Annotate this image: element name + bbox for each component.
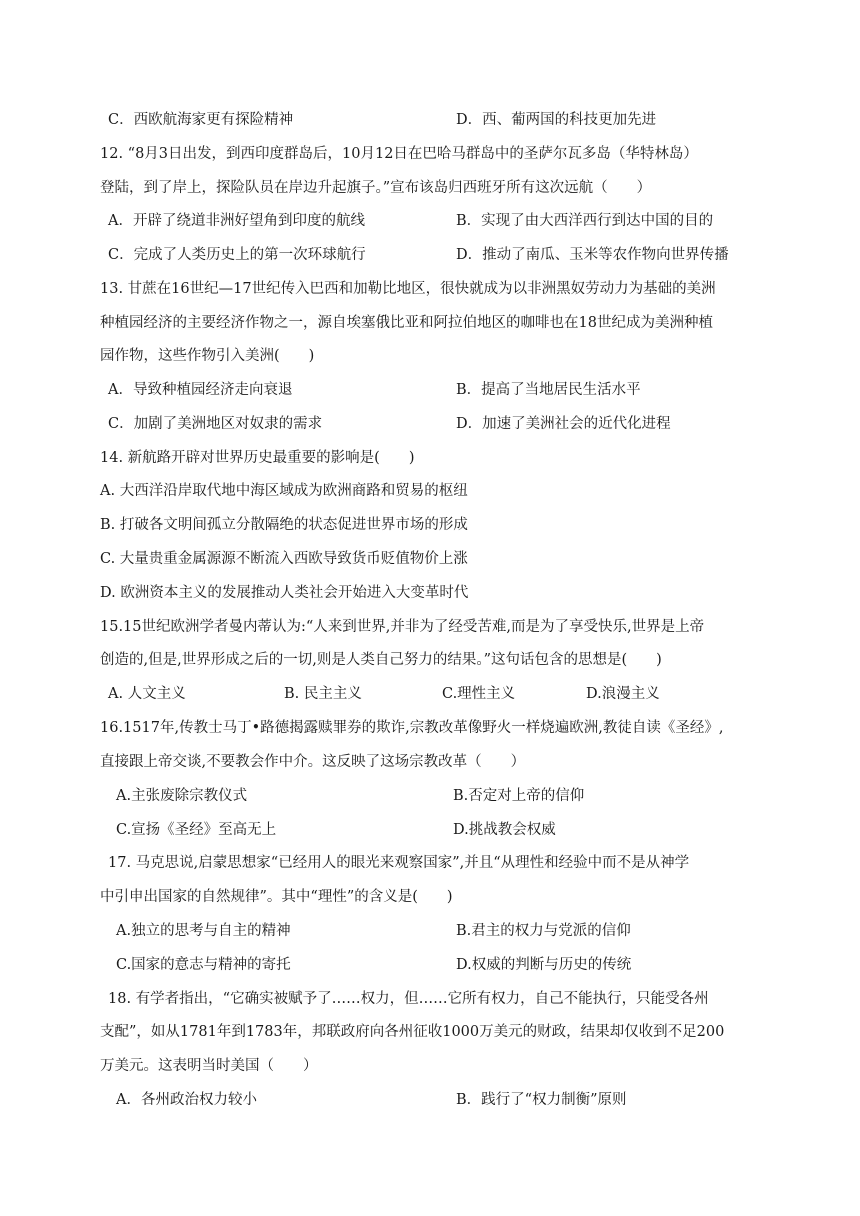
q18-stem-line2: 支配”，如从1781年到1783年，邦联政府向各州征收1000万美元的财政，结果却仅收到不足200 [100, 1024, 725, 1040]
q12-options-row2 [0, 245, 860, 265]
q15-option-c: C.理性主义 [442, 686, 516, 702]
q11-option-d: D．西、葡两国的科技更加先进 [456, 112, 657, 128]
q17-option-b: B.君主的权力与党派的信仰 [456, 923, 631, 939]
q13-options-row1 [0, 380, 860, 400]
q11-options-row [0, 110, 860, 130]
q15-stem-line2: 创造的,但是,世界形成之后的一切,则是人类自己努力的结果。”这句话包含的思想是( ) [100, 652, 662, 668]
q17-option-c: C.国家的意志与精神的寄托 [116, 957, 291, 973]
q16-stem-line1: 16.1517年,传教士马丁•路德揭露赎罪券的欺诈,宗教改革像野火一样烧遍欧洲,教徒自读《圣经》, [100, 720, 724, 736]
q13-option-b: B．提高了当地居民生活水平 [456, 382, 641, 398]
q14-option-b: B. 打破各文明间孤立分散隔绝的状态促进世界市场的形成 [100, 517, 468, 533]
q11-option-c: C．西欧航海家更有探险精神 [108, 112, 294, 128]
q12-stem-line1: 12. “8月3日出发，到西印度群岛后，10月12日在巴哈马群岛中的圣萨尔瓦多岛（华特林岛） [100, 146, 698, 162]
q15-option-a: A. 人文主义 [108, 686, 186, 702]
q14-option-d: D. 欧洲资本主义的发展推动人类社会开始进入大变革时代 [100, 585, 469, 601]
q15-option-b: B. 民主主义 [284, 686, 362, 702]
q17-options-row2 [0, 955, 860, 975]
q16-stem-line2: 直接跟上帝交谈,不要教会作中介。这反映了这场宗教改革（ ） [100, 754, 526, 770]
q16-option-b: B.否定对上帝的信仰 [453, 788, 585, 804]
q18-option-b: B．践行了“权力制衡”原则 [456, 1092, 627, 1108]
q18-options-row1 [0, 1090, 860, 1110]
q14-option-a: A. 大西洋沿岸取代地中海区域成为欧洲商路和贸易的枢纽 [100, 483, 468, 499]
q16-option-c: C.宣扬《圣经》至高无上 [116, 822, 277, 838]
q16-option-d: D.挑战教会权威 [453, 822, 556, 838]
q12-option-c: C．完成了人类历史上的第一次环球航行 [108, 247, 366, 263]
q12-option-a: A．开辟了绕道非洲好望角到印度的航线 [108, 213, 365, 229]
q15-option-d: D.浪漫主义 [586, 686, 660, 702]
q12-stem-line2: 登陆，到了岸上，探险队员在岸边升起旗子。”宣布该岛归西班牙所有这次远航（ ） [100, 180, 652, 196]
q15-stem-line1: 15.15世纪欧洲学者曼内蒂认为:“人来到世界,并非为了经受苦难,而是为了享受快乐,世界是上帝 [100, 619, 705, 635]
q12-option-b: B．实现了由大西洋西行到达中国的目的 [456, 213, 714, 229]
q16-options-row2 [0, 820, 860, 840]
q13-options-row2 [0, 414, 860, 434]
q16-option-a: A.主张废除宗教仪式 [116, 788, 248, 804]
q13-option-d: D．加速了美洲社会的近代化进程 [456, 416, 671, 432]
q17-option-d: D.权威的判断与历史的传统 [456, 957, 632, 973]
q12-option-d: D．推动了南瓜、玉米等农作物向世界传播 [456, 247, 729, 263]
q12-options-row1 [0, 211, 860, 231]
q13-stem-line3: 园作物，这些作物引入美洲( ) [100, 348, 315, 364]
q14-option-c: C. 大量贵重金属源源不断流入西欧导致货币贬值物价上涨 [100, 551, 468, 567]
q18-stem-line3: 万美元。这表明当时美国（ ） [100, 1058, 318, 1074]
q13-stem-line1: 13. 甘蔗在16世纪—17世纪传入巴西和加勒比地区，很快就成为以非洲黑奴劳动力为基础的美洲 [100, 281, 716, 297]
q13-option-c: C．加剧了美洲地区对奴隶的需求 [108, 416, 323, 432]
q18-stem-line1: 18. 有学者指出，“它确实被赋予了……权力，但……它所有权力，自己不能执行，只能受各州 [108, 991, 709, 1007]
q13-stem-line2: 种植园经济的主要经济作物之一，源自埃塞俄比亚和阿拉伯地区的咖啡也在18世纪成为美洲种植 [100, 315, 713, 331]
q15-options-row [0, 684, 860, 704]
q16-options-row1 [0, 786, 860, 806]
q17-stem-line1: 17. 马克思说,启蒙思想家“已经用人的眼光来观察国家”,并且“从理性和经验中而不是从神学 [108, 855, 690, 871]
q17-options-row1 [0, 921, 860, 941]
q18-option-a: A．各州政治权力较小 [116, 1092, 257, 1108]
q17-option-a: A.独立的思考与自主的精神 [116, 923, 291, 939]
q14-stem-line1: 14. 新航路开辟对世界历史最重要的影响是( ) [100, 450, 415, 466]
q13-option-a: A．导致种植园经济走向衰退 [108, 382, 293, 398]
q17-stem-line2: 中引申出国家的自然规律”。其中“理性”的含义是( ) [100, 889, 453, 905]
